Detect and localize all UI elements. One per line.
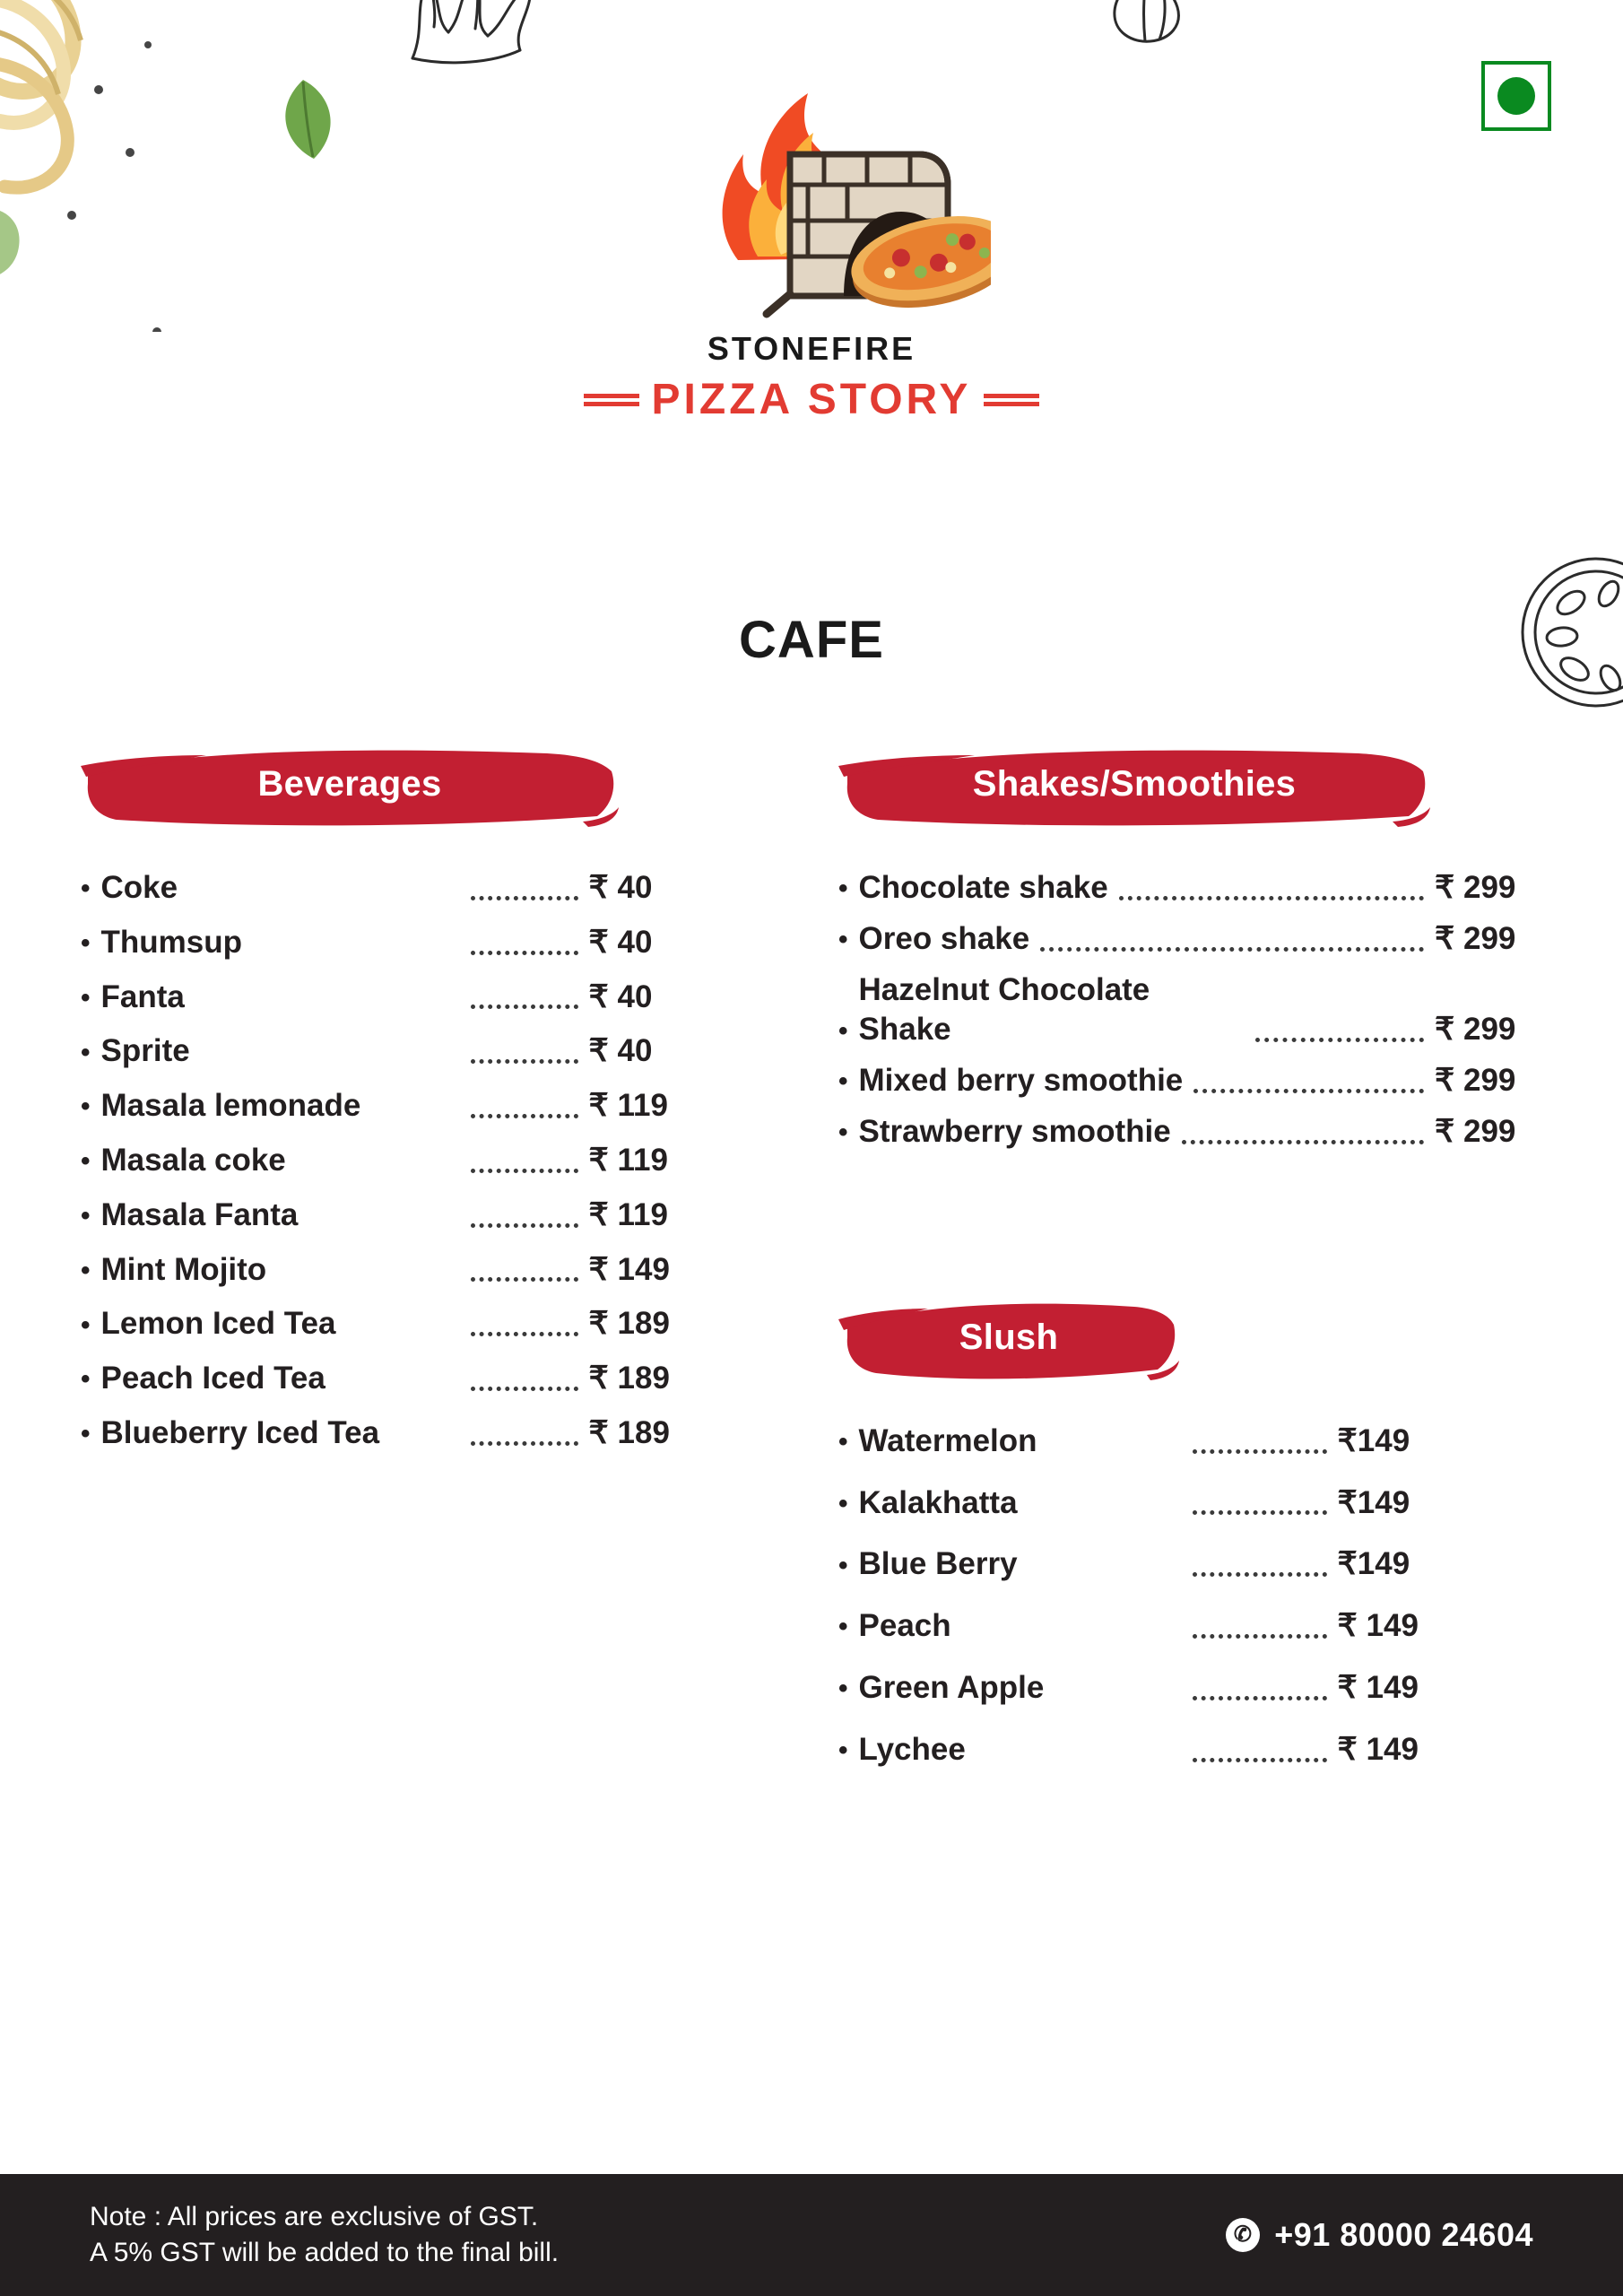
list-item xyxy=(81,978,785,1018)
item-name: Peach Iced Tea xyxy=(100,1361,325,1396)
garlic-outline-decoration xyxy=(1089,0,1215,45)
item-name: Peach xyxy=(858,1608,951,1644)
item-price: ₹149 xyxy=(1337,1422,1410,1458)
leader-dots xyxy=(1193,1758,1327,1762)
phone-icon: ✆ xyxy=(1226,2218,1260,2252)
shakes-list xyxy=(838,868,1542,1152)
leader-dots xyxy=(471,1332,578,1336)
page-title: CAFE xyxy=(739,611,884,669)
section-banner-shakes xyxy=(838,744,1430,831)
bullet-icon: • xyxy=(81,1037,91,1067)
bullet-icon: • xyxy=(838,1674,848,1704)
item-name: Kalakhatta xyxy=(858,1484,1018,1520)
bullet-icon: • xyxy=(81,982,91,1013)
list-item xyxy=(838,1112,1542,1152)
item-price: ₹ 119 xyxy=(588,1196,668,1232)
item-name: Masala Fanta xyxy=(100,1196,299,1232)
item-name: Hazelnut Chocolate Shake xyxy=(858,971,1150,1048)
item-price: ₹ 299 xyxy=(1435,1113,1516,1149)
item-price: ₹ 299 xyxy=(1435,1012,1516,1048)
leader-dots xyxy=(471,896,578,900)
bullet-icon: • xyxy=(81,874,91,904)
item-price: ₹149 xyxy=(1337,1484,1410,1520)
bullet-icon: • xyxy=(838,1015,848,1046)
beverages-list xyxy=(81,868,785,1454)
list-item xyxy=(838,970,1542,1051)
bullet-icon: • xyxy=(81,1146,91,1177)
item-price: ₹ 149 xyxy=(588,1251,670,1287)
list-item xyxy=(838,1483,1542,1524)
item-price: ₹ 189 xyxy=(588,1361,670,1396)
item-name: Masala lemonade xyxy=(100,1088,361,1124)
bullet-icon: • xyxy=(81,1364,91,1395)
leader-dots xyxy=(471,1114,578,1118)
leader-dots xyxy=(1193,1634,1327,1639)
item-price: ₹ 40 xyxy=(588,870,653,905)
item-price: ₹ 189 xyxy=(588,1414,670,1450)
list-item xyxy=(81,1359,785,1399)
leader-dots xyxy=(471,1387,578,1391)
item-price: ₹ 189 xyxy=(588,1306,670,1342)
item-price: ₹ 299 xyxy=(1435,1063,1516,1099)
item-price: ₹ 40 xyxy=(588,1033,653,1069)
list-item xyxy=(81,1031,785,1072)
list-item xyxy=(838,868,1542,909)
menu-columns xyxy=(81,744,1542,1792)
bullet-icon: • xyxy=(838,1612,848,1642)
item-name: Strawberry smoothie xyxy=(858,1113,1171,1149)
leader-dots xyxy=(471,1004,578,1009)
brand-subtitle: PIZZA STORY xyxy=(651,376,972,423)
logo-rule-left xyxy=(584,394,639,406)
list-item xyxy=(838,1422,1542,1462)
column-right xyxy=(838,744,1542,1792)
item-name: Oreo shake xyxy=(858,920,1030,956)
item-price: ₹ 119 xyxy=(588,1088,668,1124)
leader-dots xyxy=(1193,1696,1327,1700)
bullet-icon: • xyxy=(838,1427,848,1457)
leader-dots xyxy=(1193,1572,1327,1577)
item-name: Mixed berry smoothie xyxy=(858,1063,1184,1099)
leader-dots xyxy=(471,1169,578,1173)
list-item xyxy=(81,1086,785,1126)
item-name: Sprite xyxy=(100,1033,190,1069)
leader-dots xyxy=(1119,896,1424,900)
leader-dots xyxy=(471,1223,578,1228)
leader-dots xyxy=(471,1277,578,1282)
list-item xyxy=(838,1606,1542,1647)
leader-dots xyxy=(471,1441,578,1446)
list-item xyxy=(81,1196,785,1236)
item-name: Lychee xyxy=(858,1731,966,1767)
item-price: ₹ 119 xyxy=(588,1142,668,1178)
item-name: Watermelon xyxy=(858,1422,1037,1458)
list-item xyxy=(81,1141,785,1181)
leader-dots xyxy=(1193,1449,1327,1454)
leader-dots xyxy=(1193,1089,1424,1093)
item-name: Fanta xyxy=(100,978,185,1014)
section-title-shakes: Shakes/Smoothies xyxy=(972,764,1297,804)
item-price: ₹ 299 xyxy=(1435,920,1516,956)
leader-dots xyxy=(471,1059,578,1064)
slush-list xyxy=(838,1422,1542,1770)
bullet-icon: • xyxy=(81,1419,91,1449)
brand-subtitle-row xyxy=(584,375,1040,424)
list-item xyxy=(81,1250,785,1291)
leader-dots xyxy=(1182,1140,1424,1144)
section-banner-slush xyxy=(838,1298,1179,1384)
item-name: Blueberry Iced Tea xyxy=(100,1414,380,1450)
section-title-beverages: Beverages xyxy=(257,764,442,804)
bullet-icon: • xyxy=(838,1735,848,1766)
bullet-icon: • xyxy=(838,1550,848,1580)
list-item xyxy=(838,1544,1542,1585)
bullet-icon: • xyxy=(81,1309,91,1340)
list-item xyxy=(81,1413,785,1454)
brand-logo xyxy=(0,54,1623,424)
list-item xyxy=(81,1304,785,1344)
pizza-oven-flame-icon xyxy=(632,54,991,368)
item-name: Green Apple xyxy=(858,1669,1045,1705)
item-name: Chocolate shake xyxy=(858,870,1108,905)
gst-note-line2: A 5% GST will be added to the final bill. xyxy=(90,2238,560,2267)
item-price: ₹ 149 xyxy=(1337,1608,1419,1644)
contact-phone[interactable] xyxy=(1226,2216,1533,2254)
item-price: ₹ 149 xyxy=(1337,1669,1419,1705)
list-item xyxy=(838,1730,1542,1770)
footer-bar xyxy=(0,2174,1623,2296)
item-price: ₹ 40 xyxy=(588,978,653,1014)
bullet-icon: • xyxy=(81,1255,91,1285)
bullet-icon: • xyxy=(838,925,848,955)
column-left xyxy=(81,744,785,1792)
list-item xyxy=(838,1668,1542,1709)
gst-note-line1: Note : All prices are exclusive of GST. xyxy=(90,2201,539,2231)
bullet-icon: • xyxy=(81,1091,91,1122)
bullet-icon: • xyxy=(838,1066,848,1097)
leader-dots xyxy=(1193,1510,1327,1515)
bullet-icon: • xyxy=(838,1118,848,1148)
phone-number: +91 80000 24604 xyxy=(1274,2216,1533,2253)
leader-dots xyxy=(471,951,578,955)
list-item xyxy=(81,923,785,963)
leader-dots xyxy=(1255,1038,1424,1042)
list-item xyxy=(838,919,1542,960)
item-name: Coke xyxy=(100,870,178,905)
section-title-slush: Slush xyxy=(959,1317,1059,1357)
item-name: Mint Mojito xyxy=(100,1251,267,1287)
brand-name: STONEFIRE xyxy=(707,330,916,367)
item-name: Thumsup xyxy=(100,924,242,960)
section-banner-beverages xyxy=(81,744,619,831)
bullet-icon: • xyxy=(838,1488,848,1518)
leader-dots xyxy=(1040,947,1424,952)
list-item xyxy=(838,1061,1542,1101)
item-price: ₹149 xyxy=(1337,1546,1410,1582)
bullet-icon: • xyxy=(81,928,91,959)
gst-note xyxy=(90,2199,559,2272)
item-price: ₹ 40 xyxy=(588,924,653,960)
item-name: Blue Berry xyxy=(858,1546,1018,1582)
bullet-icon: • xyxy=(838,874,848,904)
item-price: ₹ 299 xyxy=(1435,870,1516,905)
item-price: ₹ 149 xyxy=(1337,1731,1419,1767)
item-name: Masala coke xyxy=(100,1142,286,1178)
item-name: Lemon Iced Tea xyxy=(100,1306,336,1342)
bullet-icon: • xyxy=(81,1201,91,1231)
list-item xyxy=(81,868,785,909)
logo-rule-right xyxy=(984,394,1039,406)
